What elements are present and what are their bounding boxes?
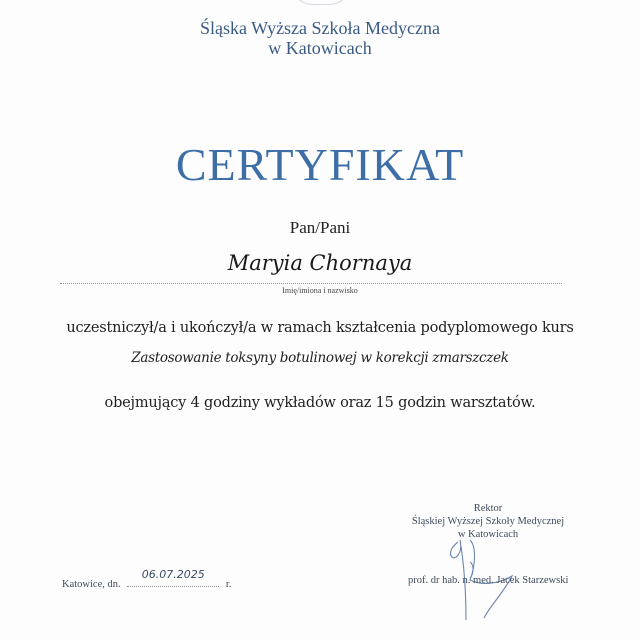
school-emblem-icon — [290, 0, 352, 5]
course-hours: obejmujący 4 godziny wykładów oraz 15 godzin warsztatów. — [104, 395, 536, 411]
name-dotted-line — [60, 283, 562, 284]
salutation: Pan/Pani — [289, 218, 351, 237]
rector-title: Rektor — [473, 503, 503, 514]
date-field — [127, 568, 219, 587]
course-name: Zastosowanie toksyny botulinowej w korekcji zmarszczek — [131, 350, 509, 366]
rector-school: Śląskiej Wyższej Szkoły Medycznej — [411, 516, 565, 527]
date-label: Katowice, dn. — [62, 579, 121, 590]
rector-city: w Katowicach — [457, 529, 519, 540]
date-value: 06.07.2025 — [141, 568, 205, 581]
signatory-name: prof. dr hab. n. med. Jacek Starzewski — [408, 575, 569, 586]
participation-statement: uczestniczył/a i ukończył/a w ramach kształcenia podyplomowego kurs — [66, 320, 574, 336]
certificate-title: CERTYFIKAT — [175, 139, 465, 190]
school-name: Śląska Wyższa Szkoła Medyczna — [199, 18, 440, 38]
school-city: w Katowicach — [268, 38, 372, 58]
date-suffix: r. — [225, 579, 232, 590]
recipient-name: Maryia Chornaya — [227, 251, 413, 275]
date-row — [62, 568, 232, 590]
name-caption: Imię/imiona i nazwisko — [282, 286, 358, 295]
